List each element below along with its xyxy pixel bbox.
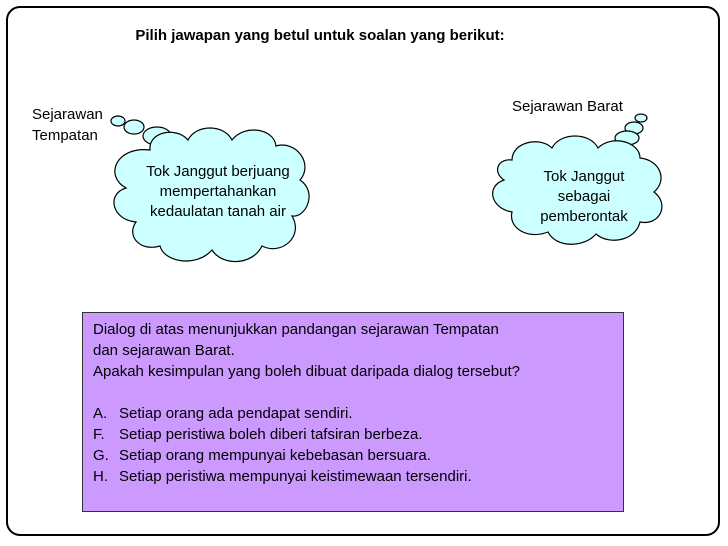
option-h-text: Setiap peristiwa mempunyai keistimewaan tersendiri. bbox=[119, 468, 472, 485]
left-thought-bubble-mid bbox=[124, 120, 144, 134]
question-spacer bbox=[93, 382, 613, 403]
option-h-letter: H. bbox=[93, 468, 108, 485]
option-a-letter: A. bbox=[93, 405, 108, 422]
question-box bbox=[82, 312, 624, 512]
question-line-3: Apakah kesimpulan yang boleh dibuat daripada dialog tersebut? bbox=[93, 363, 520, 380]
option-f-text: Setiap peristiwa boleh diberi tafsiran berbeza. bbox=[119, 426, 423, 443]
question-line-1: Dialog di atas menunjukkan pandangan sejarawan Tempatan bbox=[93, 321, 499, 338]
page-title: Pilih jawapan yang betul untuk soalan yang berikut: bbox=[135, 27, 505, 44]
right-thought-bubble-small bbox=[635, 114, 647, 122]
left-speaker-label-line1: Sejarawan bbox=[32, 106, 103, 123]
option-g-letter: G. bbox=[93, 447, 109, 464]
right-speaker-label: Sejarawan Barat bbox=[512, 98, 623, 115]
question-line-2: dan sejarawan Barat. bbox=[93, 342, 235, 359]
option-h[interactable] bbox=[93, 466, 613, 487]
option-a-text: Setiap orang ada pendapat sendiri. bbox=[119, 405, 353, 422]
left-speaker-label-line2: Tempatan bbox=[32, 127, 98, 144]
left-thought-bubble-small bbox=[111, 116, 125, 126]
left-cloud-statement: Tok Janggut berjuang mempertahankan kedaulatan tanah air bbox=[146, 163, 290, 220]
option-f-letter: F. bbox=[93, 426, 105, 443]
option-g[interactable] bbox=[93, 445, 613, 466]
option-g-text: Setiap orang mempunyai kebebasan bersuara. bbox=[119, 447, 431, 464]
right-cloud-statement: Tok Janggut sebagai pemberontak bbox=[540, 168, 628, 225]
option-f[interactable] bbox=[93, 424, 613, 445]
option-a[interactable] bbox=[93, 403, 613, 424]
